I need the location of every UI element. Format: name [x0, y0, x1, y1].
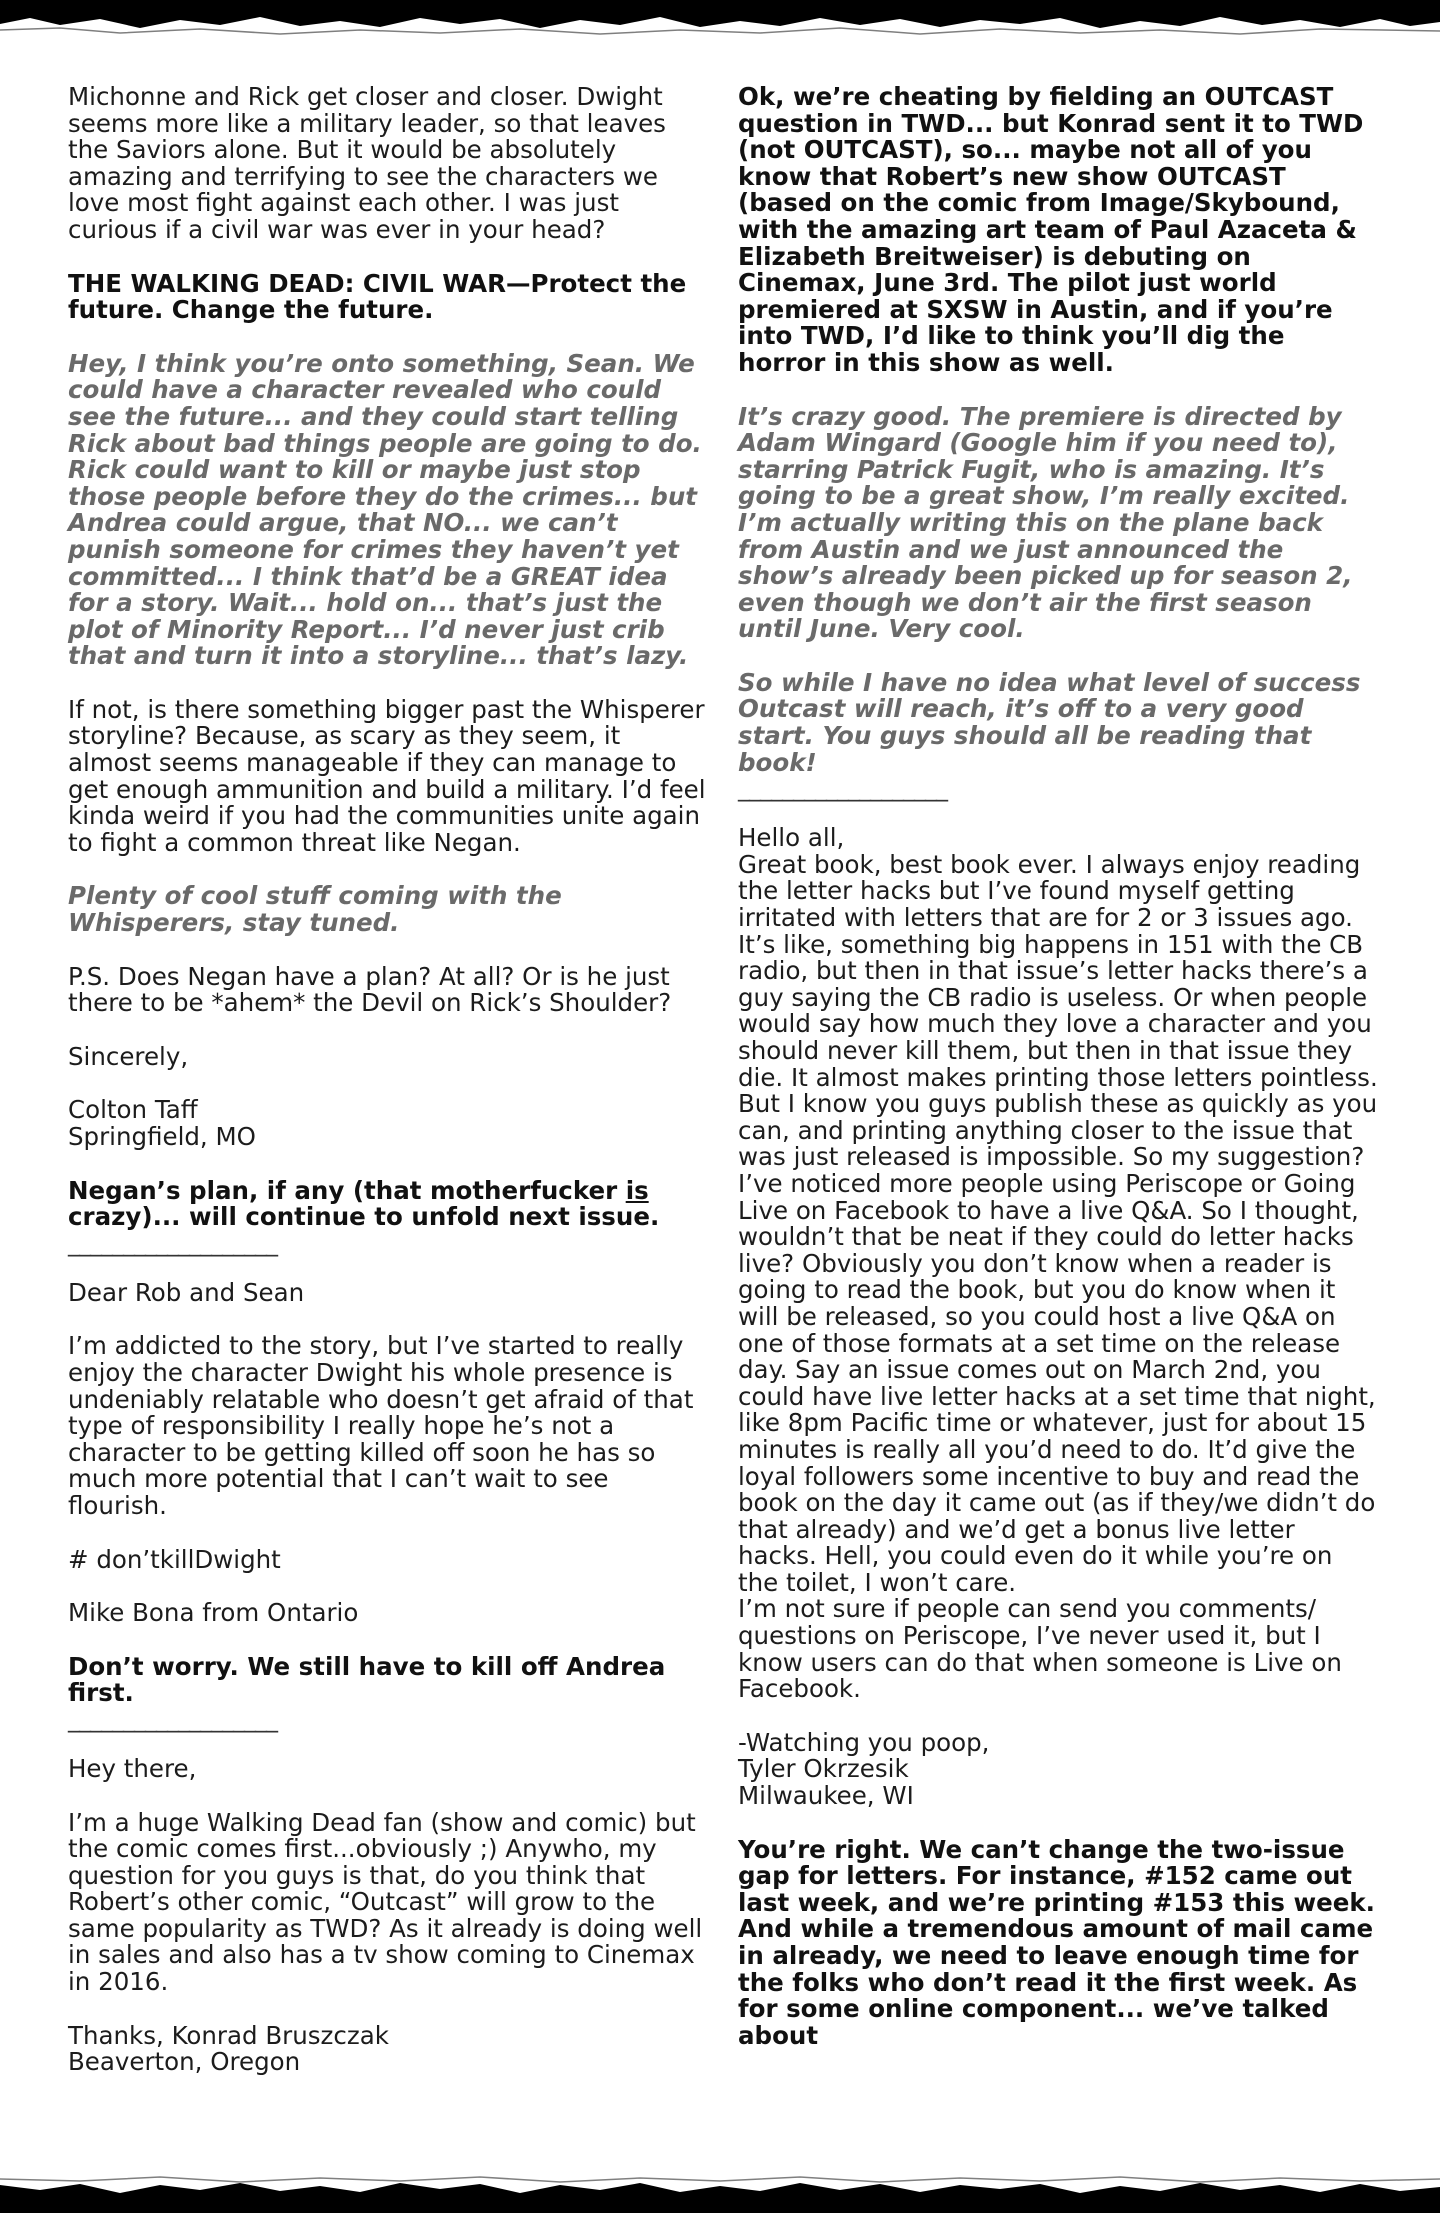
letter-signature: Colton Taff Springfield, MO [68, 1095, 256, 1151]
letter-greeting: Hey there, [68, 1753, 197, 1783]
editor-response: Don’t worry. We still have to kill off Andrea first. [68, 1651, 666, 1708]
letter-signature: Thanks, Konrad Bruszczak Beaverton, Oregon [68, 2020, 389, 2077]
letter-signature: Mike Bona from Ontario [68, 1598, 359, 1628]
editor-response-italic: Plenty of cool stuff coming with the Whisperers, stay tuned. [68, 881, 562, 938]
editor-response: You’re right. We can’t change the two-issue gap for letters. For instance, #152 came out last week, and we’re printing #153 this week. And while a tremendous amount of mail came in already, we need to leave enough time for the folks who don’t read it the first week. As for some online component... we’ve talked about [738, 1834, 1375, 2050]
letter-body: P.S. Does Negan have a plan? At all? Or is he just there to be *ahem* the Devil on Rick’s Shoulder? [68, 961, 672, 1018]
letter-body: I’m a huge Walking Dead fan (show and comic) but the comic comes first...obviously ;) Anywho, my question for you guys is that, do you think that Robert’s other comic, “Outcast” will grow to the same popularity as TWD? As it already is doing well in sales and also has a tv show coming to Cinemax in 2016. [68, 1807, 703, 1997]
letter-body: I’m addicted to the story, but I’ve started to really enjoy the character Dwight his whole presence is undeniably relatable who doesn’t get afraid of that type of responsibility I really hope he’s not a character to be getting killed off soon he has so much more potential that I can’t wait to see flourish. [68, 1331, 694, 1520]
letters-column-left [68, 84, 708, 2076]
underlined-word: is [625, 1175, 649, 1205]
section-divider: ___________________ [68, 1704, 277, 1733]
letters-column-right [738, 84, 1378, 2049]
torn-top-border [0, 0, 1440, 44]
section-divider: ___________________ [738, 774, 947, 803]
letter-hashtag: # don’tkillDwight [68, 1544, 281, 1574]
response-text: Negan’s plan, if any (that motherfucker [68, 1175, 626, 1205]
letter-signoff: Sincerely, [68, 1041, 189, 1071]
editor-response: THE WALKING DEAD: CIVIL WAR—Protect the future. Change the future. [68, 268, 687, 325]
letter-body: Hello all, Great book, best book ever. I always enjoy reading the letter hacks but I’ve found myself getting irritated with letters that are for 2 or 3 issues ago. It’s like, something big happens in 151 with the CB radio, but then in that issue’s letter hacks there’s a guy saying the CB radio is useless. Or when people would say how much they love a character and you should never kill them, but then in that issue they die. It almost makes printing those letters pointless. But I know you guys publish these as quickly as you can, and printing anything closer to the issue that was just released is impossible. So my suggestion? I’ve noticed more people using Periscope or Going Live on Facebook to have a live Q&A. So I thought, wouldn’t that be neat if they could do letter hacks live? Obviously you don’t know when a reader is going to read the book, but you do know when it will be released, so you could host a live Q&A on one of those formats at a set time on the release day. Say an issue comes out on March 2nd, you could have live letter hacks at a set time that night, like 8pm Pacific time or whatever, just for about 15 minutes is really all you’d need to do. It’d give the loyal followers some incentive to buy and read the book on the day it came out (as if they/we didn’t do that already) and we’d get a bonus live letter hacks. Hell, you could even do it while you’re on the toilet, I won’t care. I’m not sure if people can send you comments/ questions on Periscope, I’ve never used it, but I know users can do that when someone is Live on Facebook. [738, 823, 1378, 1704]
letter-body: Michonne and Rick get closer and closer. Dwight seems more like a military leader, so that leaves the Saviors alone. But it would be absolutely amazing and terrifying to see the characters we love most fight against each other. I was just curious if a civil war was ever in your head? [68, 82, 666, 244]
editor-response-italic: Hey, I think you’re onto something, Sean. We could have a character revealed who could see the future... and they could start telling Rick about bad things people are going to do. Rick could want to kill or maybe just stop those people before they do the crimes... but Andrea could argue, that NO... we can’t punish someone for crimes they haven’t yet committed... I think that’d be a GREAT idea for a story. Wait... hold on... that’s just the plot of Minority Report... I’d never just crib that and turn it into a storyline... that’s lazy. [68, 348, 702, 671]
editor-response-italic: It’s crazy good. The premiere is directed by Adam Wingard (Google him if you need to), starring Patrick Fugit, who is amazing. It’s going to be a great show, I’m really excited. I’m actually writing this on the plane back from Austin and we just announced the show’s already been picked up for season 2, even though we don’t air the first season until June. Very cool. [738, 401, 1353, 644]
editor-response: Ok, we’re cheating by fielding an OUTCAST question in TWD... but Konrad sent it to TWD (not OUTCAST), so... maybe not all of you know that Robert’s new show OUTCAST (based on the comic from Image/Skybound, with the amazing art team of Paul Azaceta & Elizabeth Breitweiser) is debuting on Cinemax, June 3rd. The pilot just world premiered at SXSW in Austin, and if you’re into TWD, I’d like to think you’ll dig the horror in this show as well. [738, 82, 1364, 377]
editor-response [68, 1175, 708, 1232]
editor-response-italic: So while I have no idea what level of success Outcast will reach, it’s off to a very good start. You guys should all be reading that book! [738, 667, 1361, 777]
response-text: crazy)... will continue to unfold next issue. [68, 1202, 660, 1232]
letter-body: If not, is there something bigger past the Whisperer storyline? Because, as scary as they seem, it almost seems manageable if they can manage to get enough ammunition and build a military. I’d feel kinda weird if you had the communities unite again to fight a common threat like Negan. [68, 694, 706, 857]
torn-bottom-border [0, 2173, 1440, 2213]
section-divider: ___________________ [68, 1228, 277, 1257]
letter-greeting: Dear Rob and Sean [68, 1277, 305, 1307]
letter-signature: -Watching you poop, Tyler Okrzesik Milwaukee, WI [738, 1727, 990, 1811]
